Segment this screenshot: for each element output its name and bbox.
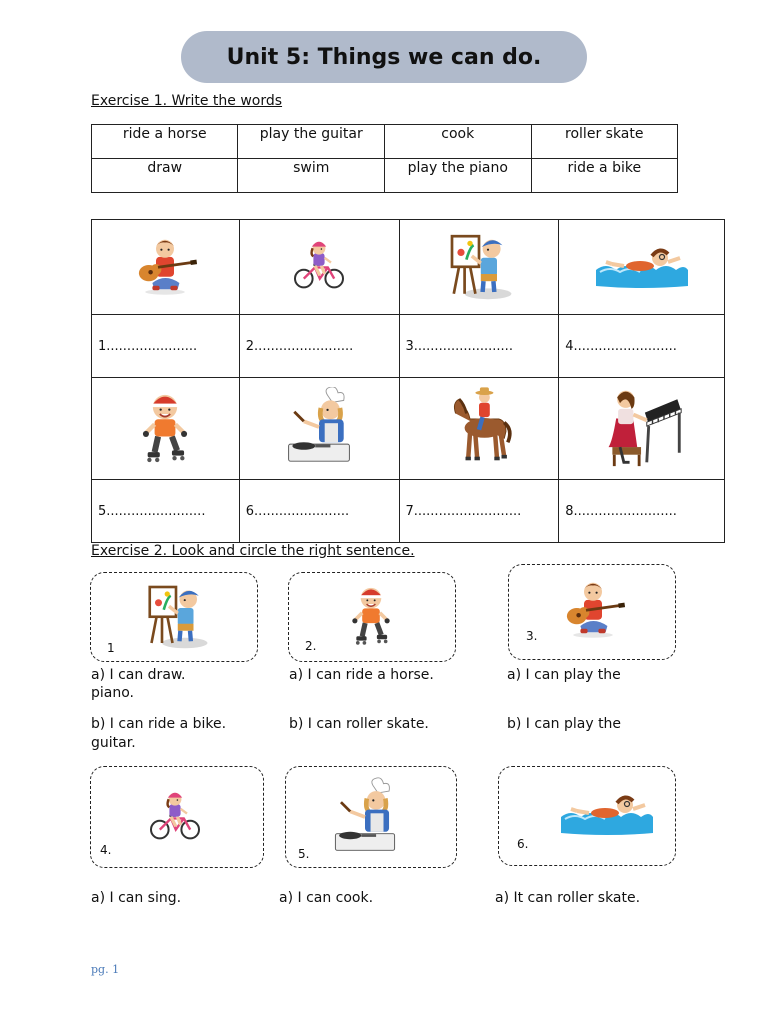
picture-cell — [399, 220, 559, 315]
option-6a[interactable]: a) It can roller skate. — [495, 890, 641, 906]
option-1a[interactable]: a) I can draw. — [91, 667, 186, 683]
option-3a[interactable]: a) I can play the — [507, 667, 621, 683]
picture-cell — [239, 378, 399, 480]
word-cell: ride a horse — [92, 125, 238, 159]
card-number: 6. — [517, 837, 529, 851]
picture-cell — [559, 378, 725, 480]
exercise-card — [508, 564, 676, 660]
option-2b[interactable]: b) I can roller skate. — [289, 716, 429, 732]
word-bank-table — [91, 124, 678, 193]
option-3a-continued: piano. — [91, 685, 134, 701]
exercise-card — [90, 572, 258, 662]
picture-cell — [92, 220, 240, 315]
bike-girl-icon — [147, 783, 203, 849]
answer-blank[interactable]: 5........................ — [92, 480, 240, 543]
answer-blank[interactable]: 6....................... — [239, 480, 399, 543]
exercise2-heading: Exercise 2. Look and circle the right sentence. — [91, 543, 415, 559]
picture-cell — [559, 220, 725, 315]
cooking-girl-icon — [281, 387, 357, 467]
exercise-card — [498, 766, 676, 866]
word-cell: draw — [92, 159, 238, 193]
word-cell: play the piano — [385, 159, 531, 193]
picture-cell — [239, 220, 399, 315]
exercise-card — [90, 766, 264, 868]
answer-blank[interactable]: 7.......................... — [399, 480, 559, 543]
answer-blank[interactable]: 1...................... — [92, 315, 240, 378]
card-number: 4. — [100, 843, 112, 857]
word-cell: play the guitar — [238, 125, 385, 159]
table-row — [92, 159, 678, 193]
card-number: 3. — [526, 629, 538, 643]
word-cell: cook — [385, 125, 531, 159]
option-3b[interactable]: b) I can play the — [507, 716, 622, 732]
roller-skater-icon — [349, 579, 393, 651]
answer-blank[interactable]: 2........................ — [239, 315, 399, 378]
guitar-boy-icon — [129, 232, 201, 298]
word-cell: roller skate — [531, 125, 677, 159]
piano-player-icon — [599, 384, 685, 470]
painting-boy-icon — [443, 227, 515, 303]
table-row — [92, 125, 678, 159]
picture-cell — [399, 378, 559, 480]
option-5a[interactable]: a) I can cook. — [279, 890, 374, 906]
word-cell: ride a bike — [531, 159, 677, 193]
picture-cell — [92, 378, 240, 480]
cooking-girl-icon — [328, 777, 402, 857]
answer-blank[interactable]: 8......................... — [559, 480, 725, 543]
exercise-card — [285, 766, 457, 868]
option-2a[interactable]: a) I can ride a horse. — [289, 667, 434, 683]
table-row — [92, 480, 725, 543]
guitar-boy-icon — [557, 575, 629, 641]
card-number: 5. — [298, 847, 310, 861]
swimming-girl-icon — [557, 787, 657, 837]
exercise-card — [288, 572, 456, 662]
answer-blank[interactable]: 3........................ — [399, 315, 559, 378]
picture-table — [91, 219, 725, 543]
roller-skater-icon — [139, 386, 191, 468]
word-cell: swim — [238, 159, 385, 193]
card-number: 1 — [107, 641, 115, 655]
page-number: pg. 1 — [91, 963, 120, 976]
table-row — [92, 315, 725, 378]
table-row — [92, 220, 725, 315]
bike-girl-icon — [291, 232, 347, 298]
option-1b[interactable]: b) I can ride a bike. — [91, 716, 227, 732]
card-number: 2. — [305, 639, 317, 653]
painting-boy-icon — [141, 579, 211, 651]
horse-rider-icon — [443, 384, 515, 470]
page-title: Unit 5: Things we can do. — [181, 31, 587, 83]
exercise1-heading: Exercise 1. Write the words — [91, 93, 283, 109]
answer-blank[interactable]: 4......................... — [559, 315, 725, 378]
table-row — [92, 378, 725, 480]
option-3b-continued: guitar. — [91, 735, 136, 751]
option-4a[interactable]: a) I can sing. — [91, 890, 182, 906]
swimming-girl-icon — [592, 240, 692, 290]
